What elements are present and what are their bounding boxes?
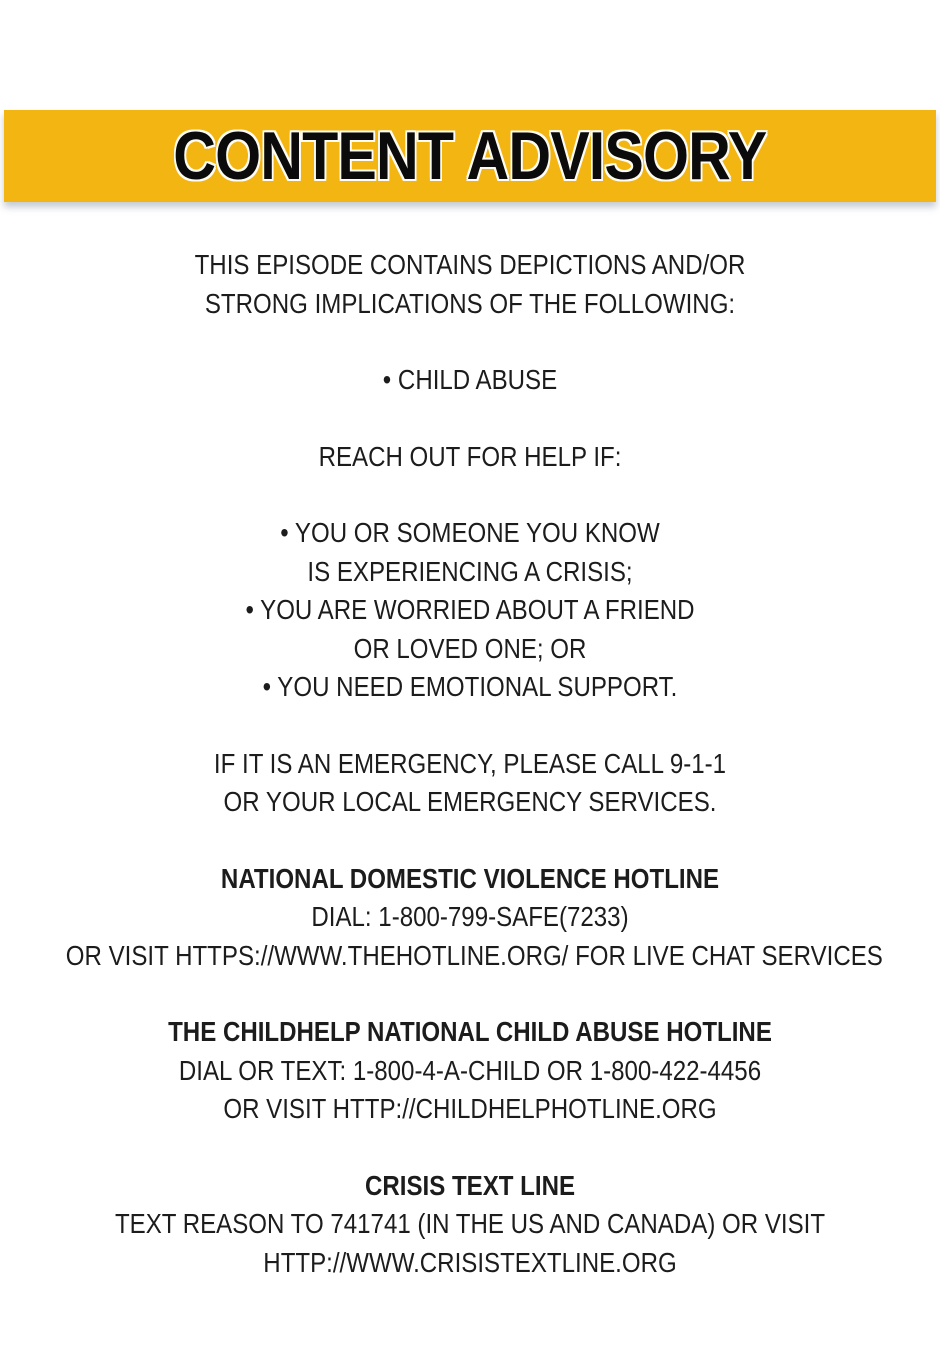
reach-out-list-item: • YOU OR SOMEONE YOU KNOW: [280, 517, 660, 548]
section-reach-out-list: [66, 514, 874, 707]
reach-out-list-item: IS EXPERIENCING A CRISIS;: [307, 555, 633, 587]
reach-out-list-item: OR LOVED ONE; OR: [353, 632, 587, 664]
hotline-heading: THE CHILDHELP NATIONAL CHILD ABUSE HOTLINE: [168, 1016, 772, 1047]
warning-list-item: • CHILD ABUSE: [382, 364, 558, 395]
advisory-line: STRONG IMPLICATIONS OF THE FOLLOWING:: [204, 287, 736, 319]
hotline-phone: TEXT REASON TO 741741 (IN THE US AND CANADA) OR VISIT: [114, 1208, 826, 1239]
advisory-line: IF IT IS AN EMERGENCY, PLEASE CALL 9-1-1: [213, 747, 727, 779]
reach-out-list-item: • YOU ARE WORRIED ABOUT A FRIEND: [245, 594, 695, 625]
banner-title: CONTENT ADVISORY: [173, 118, 767, 194]
advisory-line: REACH OUT FOR HELP IF:: [318, 440, 622, 472]
section-crisis-text-line: [66, 1167, 874, 1283]
hotline-url: OR VISIT HTTP://CHILDHELPHOTLINE.ORG: [223, 1093, 717, 1124]
section-domestic-violence-hotline: [65, 860, 883, 976]
section-reach-out-heading: [66, 438, 874, 477]
advisory-body: [0, 202, 940, 1282]
hotline-url: HTTP://WWW.CRISISTEXTLINE.ORG: [263, 1246, 677, 1278]
hotline-heading: CRISIS TEXT LINE: [364, 1169, 576, 1201]
hotline-phone: DIAL OR TEXT: 1-800-4-A-CHILD OR 1-800-422-4456: [178, 1054, 762, 1086]
section-emergency: [66, 745, 874, 822]
section-intro: [66, 246, 874, 323]
advisory-line: THIS EPISODE CONTAINS DEPICTIONS AND/OR: [194, 249, 746, 280]
section-childhelp-hotline: [66, 1013, 874, 1129]
advisory-banner: [4, 110, 936, 202]
hotline-phone: DIAL: 1-800-799-SAFE(7233): [311, 901, 629, 932]
section-warning-list: [66, 361, 874, 400]
advisory-line: OR YOUR LOCAL EMERGENCY SERVICES.: [223, 786, 717, 817]
hotline-url: OR VISIT HTTPS://WWW.THEHOTLINE.ORG/ FOR LIVE CHAT SERVICES: [65, 939, 883, 971]
reach-out-list-item: • YOU NEED EMOTIONAL SUPPORT.: [262, 671, 678, 702]
hotline-heading: NATIONAL DOMESTIC VIOLENCE HOTLINE: [220, 862, 720, 894]
